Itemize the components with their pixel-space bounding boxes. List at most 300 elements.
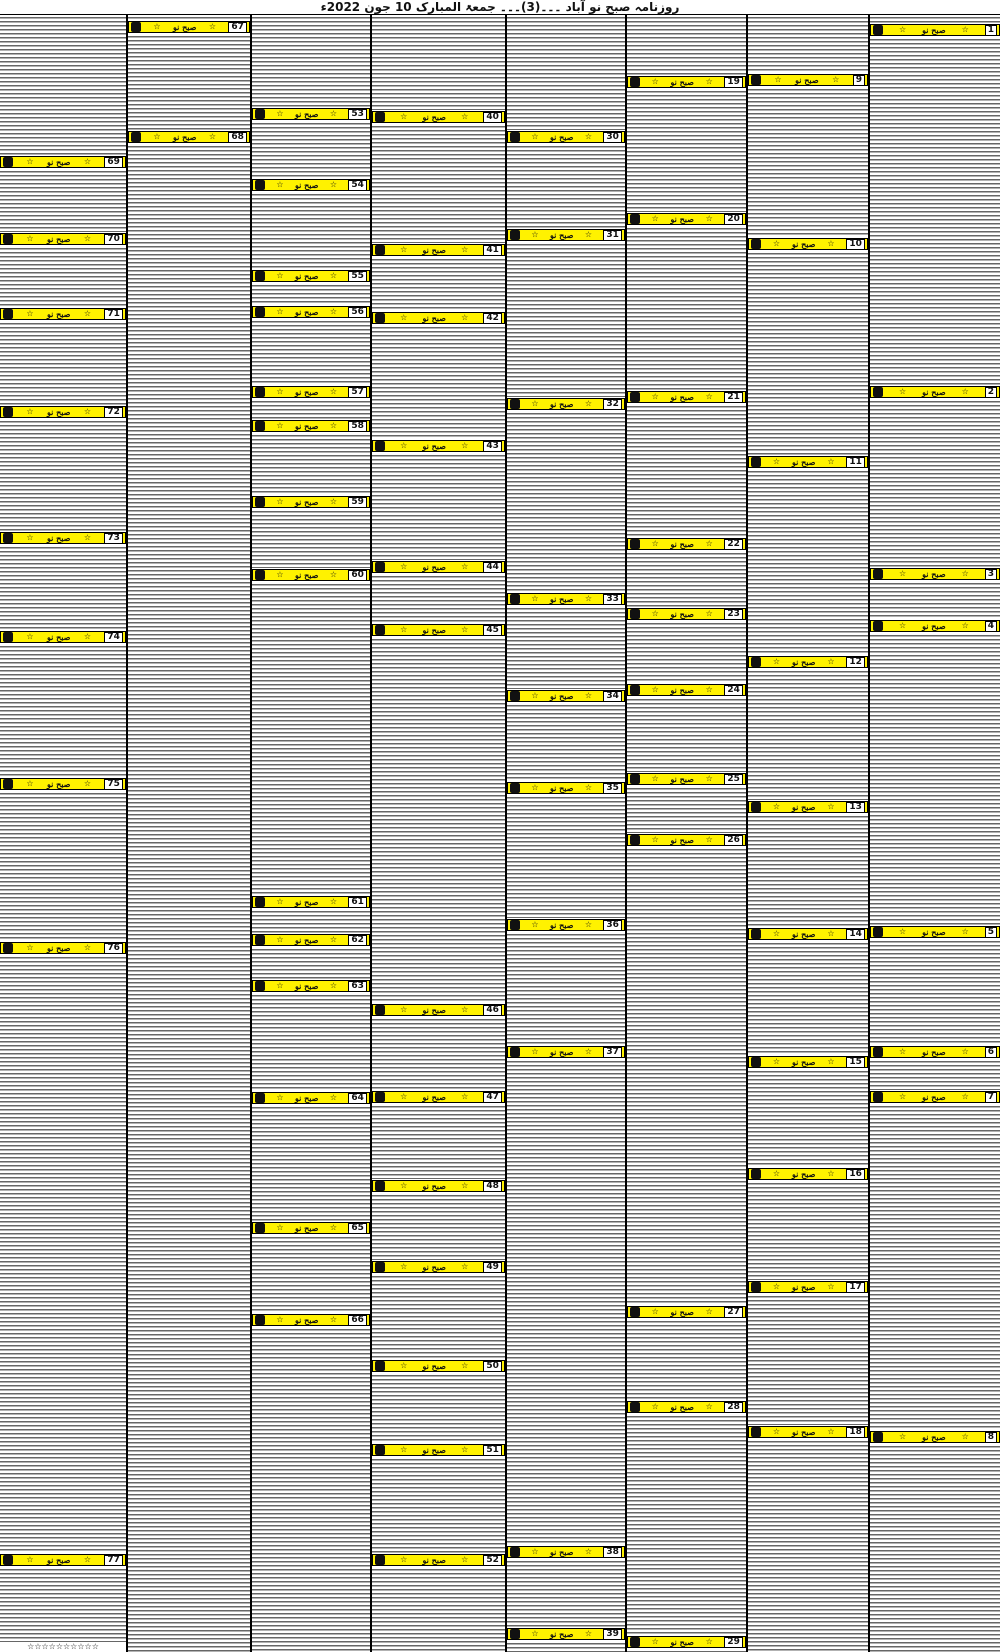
newspaper-logo-icon <box>873 1047 883 1057</box>
newspaper-logo-icon <box>375 1361 385 1371</box>
newspaper-logo-icon <box>375 1092 385 1102</box>
ad-brand-label: صبح نو <box>670 77 694 87</box>
newspaper-logo-icon <box>255 271 265 281</box>
star-icon: ☆ <box>83 533 92 542</box>
ad-text-block <box>748 1294 868 1425</box>
ad-number: 49 <box>483 1262 502 1273</box>
ad-text-block <box>252 909 370 933</box>
ad-brand-label: صبح نو <box>549 1547 574 1557</box>
star-icon: ☆ <box>705 214 713 223</box>
ad-text-block <box>748 1439 868 1652</box>
star-icon: ☆ <box>276 180 284 189</box>
ad-text-block <box>748 469 868 655</box>
newspaper-logo-icon <box>751 1282 761 1292</box>
ad-text-block <box>627 847 746 1305</box>
ad-number-bar <box>507 1628 625 1640</box>
ad-text-block <box>748 1069 868 1167</box>
header-title: روزنامہ صبح نو آباد ۔۔۔(3)۔۔۔ جمعۃ المبارک 10 جون 2022ء <box>320 0 680 14</box>
star-icon: ☆ <box>898 927 907 936</box>
ad-number-bar <box>372 1554 505 1566</box>
ad-brand-label: صبح نو <box>922 1432 946 1442</box>
newspaper-logo-icon <box>375 1005 385 1015</box>
ad-text-block <box>128 34 250 130</box>
ad-text-block <box>870 1059 1000 1090</box>
ad-number: 33 <box>603 594 622 605</box>
star-icon: ☆ <box>651 774 659 783</box>
ad-number: 4 <box>985 621 997 632</box>
newspaper-logo-icon <box>630 835 640 845</box>
ad-brand-label: صبح نو <box>791 457 816 467</box>
ad-text-block <box>507 144 625 228</box>
ad-brand-label: صبح نو <box>422 1555 446 1565</box>
star-icon: ☆ <box>827 1427 835 1436</box>
star-icon: ☆ <box>83 632 92 641</box>
star-icon: ☆ <box>400 1092 408 1101</box>
ad-brand-label: صبح نو <box>922 569 946 579</box>
ad-number-bar <box>128 21 250 33</box>
star-icon: ☆ <box>276 1093 284 1102</box>
star-icon: ☆ <box>153 132 161 141</box>
ad-brand-label: صبح نو <box>922 387 946 397</box>
ad-number-bar <box>252 1222 370 1234</box>
ad-text-block <box>252 121 370 178</box>
star-icon: ☆ <box>961 927 969 936</box>
star-icon: ☆ <box>208 22 217 31</box>
newspaper-logo-icon <box>375 562 385 572</box>
star-icon: ☆ <box>26 943 34 952</box>
star-icon: ☆ <box>400 313 408 322</box>
star-icon: ☆ <box>400 562 408 571</box>
ad-number: 20 <box>724 214 743 225</box>
ad-text-block <box>748 941 868 1055</box>
star-icon: ☆ <box>584 691 593 700</box>
ad-number-bar <box>627 684 746 696</box>
ad-text-block <box>870 37 1000 385</box>
newspaper-logo-icon <box>751 1427 761 1437</box>
ad-brand-label: صبح نو <box>549 594 574 604</box>
star-icon: ☆ <box>705 774 713 783</box>
star-icon: ☆ <box>83 1555 92 1564</box>
newspaper-logo-icon <box>751 239 761 249</box>
ad-brand-label: صبح نو <box>294 897 319 907</box>
ad-number-bar <box>252 179 370 191</box>
ad-number: 75 <box>104 779 123 790</box>
star-icon: ☆ <box>83 779 92 788</box>
star-icon: ☆ <box>276 1223 284 1232</box>
ad-brand-label: صبح نو <box>294 421 319 431</box>
ad-number-bar <box>748 1168 868 1180</box>
ad-number: 15 <box>846 1057 865 1068</box>
ad-number-bar <box>507 919 625 931</box>
ad-text-block <box>372 1457 505 1553</box>
newspaper-logo-icon <box>630 685 640 695</box>
star-icon: ☆ <box>705 1402 713 1411</box>
ad-number: 65 <box>348 1223 367 1234</box>
ad-brand-label: صبح نو <box>422 1005 446 1015</box>
ad-number-bar <box>870 24 1000 36</box>
ad-brand-label: صبح نو <box>549 920 574 930</box>
ad-number: 67 <box>228 22 247 33</box>
star-icon: ☆ <box>584 230 593 239</box>
ad-text-block <box>252 509 370 568</box>
ad-text-block <box>252 1235 370 1313</box>
ad-number-bar <box>252 270 370 282</box>
classified-column <box>128 15 250 1652</box>
star-icon: ☆ <box>276 271 284 280</box>
star-icon: ☆ <box>26 407 34 416</box>
ad-number: 29 <box>724 1637 743 1648</box>
star-icon: ☆ <box>584 1547 593 1556</box>
ad-number-bar <box>507 690 625 702</box>
newspaper-logo-icon <box>630 609 640 619</box>
star-icon: ☆ <box>961 387 969 396</box>
newspaper-logo-icon <box>255 1093 265 1103</box>
ad-number-bar <box>372 624 505 636</box>
newspaper-logo-icon <box>3 407 13 417</box>
star-icon: ☆ <box>276 1315 284 1324</box>
ad-text-block <box>252 993 370 1091</box>
star-icon: ☆ <box>651 1402 659 1411</box>
star-icon: ☆ <box>83 407 92 416</box>
star-icon: ☆ <box>584 783 593 792</box>
ad-brand-label: صبح نو <box>46 157 71 167</box>
ad-number: 55 <box>348 271 367 282</box>
newspaper-logo-icon <box>131 22 141 32</box>
star-icon: ☆ <box>772 457 781 466</box>
ad-brand-label: صبح نو <box>46 407 71 417</box>
star-icon: ☆ <box>276 897 284 906</box>
star-icon: ☆ <box>329 935 338 944</box>
star-icon: ☆ <box>531 132 539 141</box>
ad-number: 52 <box>483 1555 502 1566</box>
ad-number: 47 <box>483 1092 502 1103</box>
ad-brand-label: صبح نو <box>422 1092 446 1102</box>
ad-text-block <box>252 1327 370 1652</box>
ad-number-bar <box>372 1261 505 1273</box>
ad-text-block <box>507 411 625 592</box>
star-icon: ☆ <box>961 569 969 578</box>
ad-brand-label: صبح نو <box>791 802 816 812</box>
newspaper-logo-icon <box>510 1047 520 1057</box>
newspaper-logo-icon <box>375 1555 385 1565</box>
ad-number-bar <box>372 440 505 452</box>
star-icon: ☆ <box>584 920 593 929</box>
star-icon: ☆ <box>276 497 284 506</box>
star-icon: ☆ <box>898 25 907 34</box>
ad-number-bar <box>507 1546 625 1558</box>
ad-text-block <box>0 419 126 531</box>
star-icon: ☆ <box>705 77 713 86</box>
ad-number-bar <box>627 76 746 88</box>
star-icon: ☆ <box>898 1092 907 1101</box>
star-icon: ☆ <box>461 1092 469 1101</box>
classified-column <box>252 15 370 1652</box>
ad-number-bar <box>372 312 505 324</box>
star-icon: ☆ <box>153 22 161 31</box>
ad-text-block <box>627 786 746 833</box>
ad-number-bar <box>252 896 370 908</box>
ad-text-block <box>252 319 370 385</box>
star-icon: ☆ <box>329 1223 338 1232</box>
star-icon: ☆ <box>531 230 539 239</box>
ad-brand-label: صبح نو <box>791 929 816 939</box>
star-icon: ☆ <box>400 625 408 634</box>
ad-text-block <box>870 399 1000 567</box>
ad-text-block <box>372 453 505 560</box>
ad-brand-label: صبح نو <box>922 927 946 937</box>
star-icon: ☆ <box>651 77 659 86</box>
ad-text-block <box>507 932 625 1045</box>
ad-brand-label: صبح نو <box>670 392 694 402</box>
ad-number-bar <box>0 778 126 790</box>
star-icon: ☆ <box>461 1555 469 1564</box>
ad-number-bar <box>627 773 746 785</box>
ad-text-block <box>507 1059 625 1545</box>
ad-text-block <box>870 633 1000 925</box>
ad-number: 34 <box>603 691 622 702</box>
newspaper-logo-icon <box>873 621 883 631</box>
ad-text-block <box>372 637 505 1003</box>
ad-brand-label: صبح نو <box>791 1057 816 1067</box>
ad-number-bar <box>748 1281 868 1293</box>
ad-text-block <box>627 15 746 75</box>
ad-brand-label: صبح نو <box>922 1092 946 1102</box>
star-icon: ☆ <box>26 779 34 788</box>
star-icon: ☆ <box>329 271 338 280</box>
ad-number: 21 <box>724 392 743 403</box>
newspaper-logo-icon <box>375 625 385 635</box>
star-icon: ☆ <box>705 1307 713 1316</box>
star-icon: ☆ <box>329 897 338 906</box>
star-icon: ☆ <box>461 245 469 254</box>
ad-number-bar <box>372 111 505 123</box>
star-icon: ☆ <box>461 1005 469 1014</box>
star-icon: ☆ <box>772 1427 781 1436</box>
ad-number: 51 <box>483 1445 502 1456</box>
newspaper-logo-icon <box>255 109 265 119</box>
ad-number-bar <box>627 1306 746 1318</box>
newspaper-logo-icon <box>375 112 385 122</box>
star-icon: ☆ <box>276 935 284 944</box>
ad-text-block <box>627 697 746 772</box>
newspaper-logo-icon <box>873 927 883 937</box>
star-icon: ☆ <box>329 307 338 316</box>
ad-number: 66 <box>348 1315 367 1326</box>
newspaper-logo-icon <box>510 1547 520 1557</box>
newspaper-logo-icon <box>375 441 385 451</box>
ad-number: 35 <box>603 783 622 794</box>
newspaper-logo-icon <box>510 132 520 142</box>
ad-number-bar <box>507 229 625 241</box>
ad-number-bar <box>627 1401 746 1413</box>
star-icon: ☆ <box>329 109 338 118</box>
star-icon: ☆ <box>531 1047 539 1056</box>
ad-number: 57 <box>348 387 367 398</box>
ad-brand-label: صبح نو <box>549 1629 574 1639</box>
star-icon: ☆ <box>651 392 659 401</box>
star-icon: ☆ <box>461 112 469 121</box>
ad-brand-label: صبح نو <box>549 399 574 409</box>
ad-number-bar <box>252 569 370 581</box>
star-icon: ☆ <box>329 1315 338 1324</box>
star-icon: ☆ <box>584 399 593 408</box>
star-icon: ☆ <box>400 441 408 450</box>
star-icon: ☆ <box>961 621 969 630</box>
ad-text-block <box>507 1641 625 1652</box>
ad-number-bar <box>627 391 746 403</box>
ad-number-bar <box>252 496 370 508</box>
ad-number-bar <box>252 934 370 946</box>
star-icon: ☆ <box>827 1057 835 1066</box>
ad-number-bar <box>372 1004 505 1016</box>
star-icon: ☆ <box>400 1181 408 1190</box>
ad-number: 41 <box>483 245 502 256</box>
star-icon: ☆ <box>400 245 408 254</box>
star-icon: ☆ <box>827 239 835 248</box>
star-icon: ☆ <box>531 1629 539 1638</box>
ad-brand-label: صبح نو <box>670 685 694 695</box>
ad-number-bar <box>0 233 126 245</box>
footer-stars: ☆☆☆☆☆☆☆☆☆☆ <box>27 1642 99 1651</box>
ad-number-bar <box>0 1554 126 1566</box>
star-icon: ☆ <box>400 1445 408 1454</box>
star-icon: ☆ <box>531 1547 539 1556</box>
ad-brand-label: صبح نو <box>46 234 71 244</box>
newspaper-logo-icon <box>751 802 761 812</box>
ad-number: 50 <box>483 1361 502 1372</box>
ad-number-bar <box>627 1636 746 1648</box>
ad-number: 38 <box>603 1547 622 1558</box>
newspaper-logo-icon <box>375 1262 385 1272</box>
ad-brand-label: صبح نو <box>670 1637 694 1647</box>
newspaper-logo-icon <box>255 180 265 190</box>
star-icon: ☆ <box>329 1093 338 1102</box>
ad-number: 61 <box>348 897 367 908</box>
ad-brand-label: صبح نو <box>294 1223 319 1233</box>
newspaper-logo-icon <box>510 920 520 930</box>
ad-number: 17 <box>846 1282 865 1293</box>
newspaper-logo-icon <box>255 497 265 507</box>
ad-number: 71 <box>104 309 123 320</box>
newspaper-logo-icon <box>630 214 640 224</box>
star-icon: ☆ <box>651 685 659 694</box>
ad-number-bar <box>0 631 126 643</box>
ad-number: 44 <box>483 562 502 573</box>
ad-brand-label: صبح نو <box>294 981 319 991</box>
star-icon: ☆ <box>461 625 469 634</box>
ad-text-block <box>870 1444 1000 1652</box>
ad-text-block <box>372 1104 505 1179</box>
ad-brand-label: صبح نو <box>422 112 446 122</box>
newspaper-logo-icon <box>255 1223 265 1233</box>
star-icon: ☆ <box>276 981 284 990</box>
newspaper-logo-icon <box>131 132 141 142</box>
ad-text-block <box>252 192 370 269</box>
ad-text-block <box>627 226 746 390</box>
star-icon: ☆ <box>461 1181 469 1190</box>
ad-brand-label: صبح نو <box>46 943 71 953</box>
ad-text-block <box>0 545 126 630</box>
star-icon: ☆ <box>461 1445 469 1454</box>
ad-text-block <box>252 15 370 107</box>
ad-number-bar <box>372 561 505 573</box>
ad-text-block <box>252 1105 370 1221</box>
star-icon: ☆ <box>329 421 338 430</box>
ad-number-bar <box>252 980 370 992</box>
star-icon: ☆ <box>276 570 284 579</box>
ad-brand-label: صبح نو <box>549 230 574 240</box>
ad-number: 72 <box>104 407 123 418</box>
ad-number: 7 <box>985 1092 997 1103</box>
ad-text-block <box>252 433 370 495</box>
ad-brand-label: صبح نو <box>172 22 197 32</box>
newspaper-logo-icon <box>3 533 13 543</box>
star-icon: ☆ <box>26 234 34 243</box>
ad-brand-label: صبح نو <box>670 1307 694 1317</box>
star-icon: ☆ <box>83 309 92 318</box>
newspaper-logo-icon <box>873 1432 883 1442</box>
ad-brand-label: صبح نو <box>46 533 71 543</box>
ad-text-block <box>507 703 625 781</box>
ad-number-bar <box>372 1180 505 1192</box>
newspaper-logo-icon <box>3 632 13 642</box>
ad-number-bar <box>870 1431 1000 1443</box>
star-icon: ☆ <box>651 1307 659 1316</box>
ad-number: 9 <box>853 75 865 86</box>
star-icon: ☆ <box>26 533 34 542</box>
ad-number: 39 <box>603 1629 622 1640</box>
ad-brand-label: صبح نو <box>422 441 446 451</box>
ad-number: 40 <box>483 112 502 123</box>
ad-number: 13 <box>846 802 865 813</box>
star-icon: ☆ <box>705 609 713 618</box>
ad-brand-label: صبح نو <box>294 1093 319 1103</box>
ad-number-bar <box>0 532 126 544</box>
star-icon: ☆ <box>400 1555 408 1564</box>
ad-text-block <box>0 1567 126 1642</box>
ad-text-block <box>372 1373 505 1443</box>
newspaper-logo-icon <box>3 157 13 167</box>
star-icon: ☆ <box>531 920 539 929</box>
star-icon: ☆ <box>827 657 835 666</box>
ad-number: 37 <box>603 1047 622 1058</box>
ad-number-bar <box>748 656 868 668</box>
ad-number: 62 <box>348 935 367 946</box>
ad-number: 16 <box>846 1169 865 1180</box>
star-icon: ☆ <box>772 1282 781 1291</box>
ad-number: 22 <box>724 539 743 550</box>
ad-number: 48 <box>483 1181 502 1192</box>
ad-text-block <box>627 621 746 683</box>
ad-number: 6 <box>985 1047 997 1058</box>
classified-page <box>0 15 1000 1652</box>
ad-text-block <box>372 1193 505 1260</box>
ad-brand-label: صبح نو <box>46 1555 71 1565</box>
ad-text-block <box>128 15 250 20</box>
ad-number-bar <box>870 926 1000 938</box>
newspaper-logo-icon <box>751 657 761 667</box>
ad-brand-label: صبح نو <box>549 691 574 701</box>
ad-number: 63 <box>348 981 367 992</box>
ad-brand-label: صبح نو <box>791 239 816 249</box>
newspaper-logo-icon <box>630 1637 640 1647</box>
ad-number-bar <box>870 620 1000 632</box>
ad-number: 64 <box>348 1093 367 1104</box>
newspaper-logo-icon <box>375 313 385 323</box>
star-icon: ☆ <box>276 307 284 316</box>
ad-number: 23 <box>724 609 743 620</box>
ad-text-block <box>870 939 1000 1045</box>
